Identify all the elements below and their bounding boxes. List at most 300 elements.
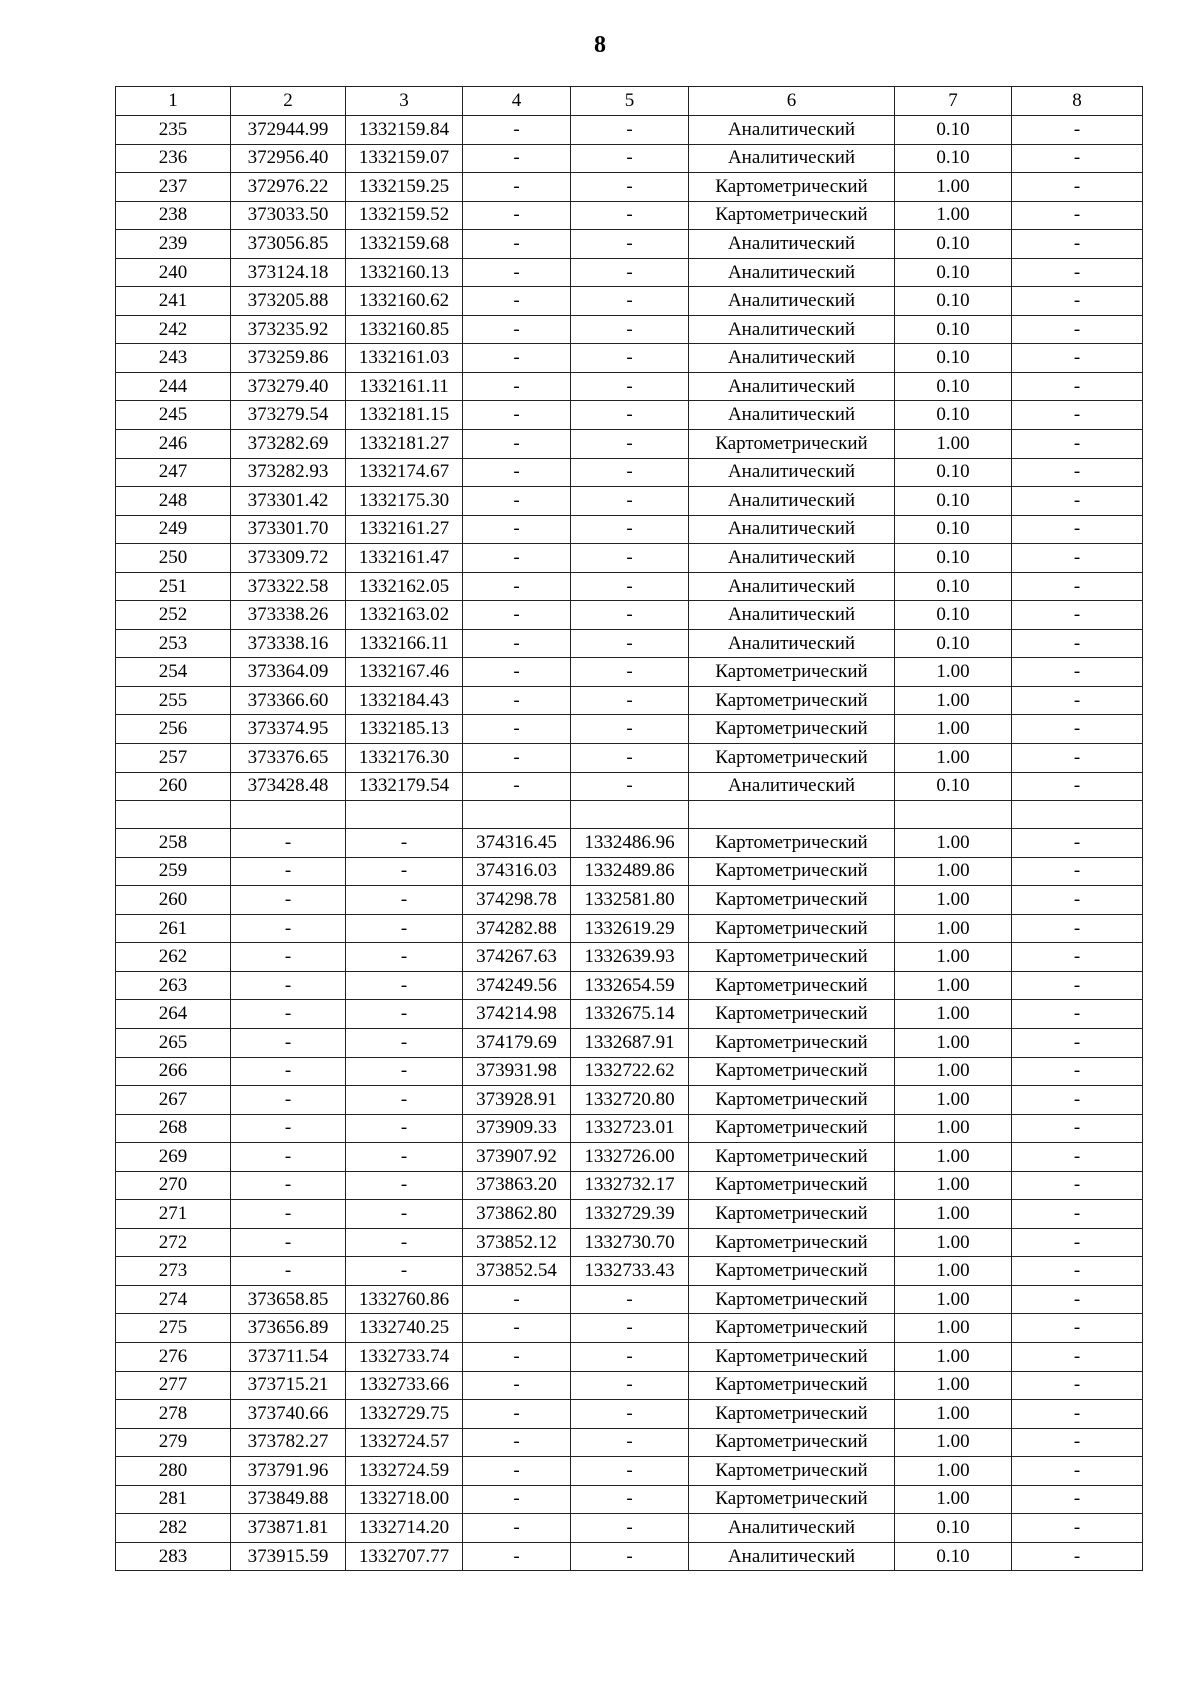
table-cell: Картометрический [689, 1342, 895, 1371]
table-cell: - [571, 1314, 689, 1343]
table-cell: - [1012, 344, 1143, 373]
table-cell: - [571, 487, 689, 516]
table-cell [571, 801, 689, 829]
table-cell: - [463, 1514, 571, 1543]
table-row [116, 886, 1143, 915]
table-cell: 255 [116, 686, 231, 715]
table-row [116, 1400, 1143, 1429]
table-cell: - [1012, 515, 1143, 544]
table-cell: 373364.09 [231, 658, 346, 687]
table-cell: - [346, 886, 463, 915]
table-cell: - [231, 1228, 346, 1257]
table-cell: 1332639.93 [571, 943, 689, 972]
table-cell: - [231, 829, 346, 858]
table-cell: 239 [116, 230, 231, 259]
table-cell: 1.00 [895, 201, 1012, 230]
table-row [116, 686, 1143, 715]
table-cell: - [346, 971, 463, 1000]
table-cell: 237 [116, 173, 231, 202]
table-row [116, 1086, 1143, 1115]
table-cell: 1.00 [895, 1400, 1012, 1429]
table-cell: 0.10 [895, 458, 1012, 487]
table-cell: - [463, 116, 571, 145]
table-cell: 0.10 [895, 1542, 1012, 1571]
table-cell: 272 [116, 1228, 231, 1257]
table-cell: 273 [116, 1257, 231, 1286]
table-row [116, 1028, 1143, 1057]
table-row [116, 1171, 1143, 1200]
table-row [116, 515, 1143, 544]
table-cell: - [1012, 1400, 1143, 1429]
table-cell: 373301.70 [231, 515, 346, 544]
table-cell: 373782.27 [231, 1428, 346, 1457]
table-cell: 1332723.01 [571, 1114, 689, 1143]
table-cell: 0.10 [895, 515, 1012, 544]
table-cell: Аналитический [689, 116, 895, 145]
table-cell: - [571, 372, 689, 401]
table-cell: - [1012, 1114, 1143, 1143]
table-row [116, 943, 1143, 972]
table-cell: 1332166.11 [346, 629, 463, 658]
table-cell: 261 [116, 914, 231, 943]
table-cell: - [571, 629, 689, 658]
table-cell: Картометрический [689, 1285, 895, 1314]
table-cell: - [1012, 230, 1143, 259]
table-row [116, 430, 1143, 459]
table-cell: Аналитический [689, 1514, 895, 1543]
table-cell: 257 [116, 744, 231, 773]
table-cell: - [463, 1371, 571, 1400]
table-cell: 1332159.84 [346, 116, 463, 145]
table-cell: 1.00 [895, 914, 1012, 943]
table-cell: 1.00 [895, 1086, 1012, 1115]
column-header: 7 [895, 87, 1012, 116]
table-cell: Картометрический [689, 1086, 895, 1115]
table-cell: - [1012, 1314, 1143, 1343]
table-cell: 1332729.75 [346, 1400, 463, 1429]
table-row [116, 829, 1143, 858]
table-cell: - [346, 943, 463, 972]
table-cell: 1332675.14 [571, 1000, 689, 1029]
table-cell: Аналитический [689, 515, 895, 544]
column-header: 8 [1012, 87, 1143, 116]
table-cell: 1332160.62 [346, 287, 463, 316]
table-cell: - [231, 1114, 346, 1143]
table-cell: 1332162.05 [346, 572, 463, 601]
table-cell: 1.00 [895, 1200, 1012, 1229]
table-cell: - [463, 686, 571, 715]
table-cell: 248 [116, 487, 231, 516]
table-cell: 373711.54 [231, 1342, 346, 1371]
table-cell: 1.00 [895, 715, 1012, 744]
table-cell: Аналитический [689, 315, 895, 344]
table-cell: 373852.12 [463, 1228, 571, 1257]
table-cell: - [346, 1228, 463, 1257]
table-cell: - [346, 1028, 463, 1057]
table-row [116, 601, 1143, 630]
table-cell: - [1012, 829, 1143, 858]
table-cell: 1332159.25 [346, 173, 463, 202]
table-cell: - [571, 686, 689, 715]
table-cell: - [1012, 144, 1143, 173]
table-cell: 0.10 [895, 401, 1012, 430]
table-cell: 256 [116, 715, 231, 744]
table-cell: - [463, 544, 571, 573]
table-cell: - [463, 1342, 571, 1371]
table-cell: - [571, 1400, 689, 1429]
table-cell: Картометрический [689, 686, 895, 715]
table-cell: - [571, 715, 689, 744]
table-cell: 373056.85 [231, 230, 346, 259]
table-cell: - [463, 258, 571, 287]
table-cell: 373124.18 [231, 258, 346, 287]
table-row [116, 230, 1143, 259]
table-cell: - [1012, 1542, 1143, 1571]
table-cell: 263 [116, 971, 231, 1000]
table-cell: - [346, 829, 463, 858]
table-row [116, 744, 1143, 773]
table-cell: 267 [116, 1086, 231, 1115]
table-cell: 1.00 [895, 1057, 1012, 1086]
table-cell: 1.00 [895, 658, 1012, 687]
table-cell: - [1012, 116, 1143, 145]
table-cell: 374249.56 [463, 971, 571, 1000]
table-cell: - [1012, 1457, 1143, 1486]
table-cell: - [1012, 458, 1143, 487]
table-cell: 275 [116, 1314, 231, 1343]
table-cell: - [1012, 629, 1143, 658]
table-cell: - [1012, 1514, 1143, 1543]
table-cell: - [571, 1428, 689, 1457]
table-cell: 1332184.43 [346, 686, 463, 715]
table-cell: 0.10 [895, 601, 1012, 630]
table-cell: 1332159.68 [346, 230, 463, 259]
table-cell: 280 [116, 1457, 231, 1486]
table-cell: - [463, 658, 571, 687]
table-cell: - [231, 1257, 346, 1286]
table-cell: - [231, 914, 346, 943]
table-cell: Аналитический [689, 1542, 895, 1571]
column-header: 5 [571, 87, 689, 116]
table-cell: Картометрический [689, 886, 895, 915]
table-cell: Картометрический [689, 201, 895, 230]
table-cell: - [571, 173, 689, 202]
table-cell: 1.00 [895, 1485, 1012, 1514]
table-row [116, 201, 1143, 230]
table-cell: 1332176.30 [346, 744, 463, 773]
table-cell: 271 [116, 1200, 231, 1229]
table-cell: 1332619.29 [571, 914, 689, 943]
table-cell: - [463, 715, 571, 744]
table-cell: 0.10 [895, 144, 1012, 173]
table-cell: 1332161.27 [346, 515, 463, 544]
table-cell: - [231, 1000, 346, 1029]
table-cell: 247 [116, 458, 231, 487]
column-header: 3 [346, 87, 463, 116]
table-cell: 283 [116, 1542, 231, 1571]
table-cell: 240 [116, 258, 231, 287]
table-cell: Аналитический [689, 258, 895, 287]
table-cell: - [346, 1086, 463, 1115]
table-cell: 0.10 [895, 629, 1012, 658]
table-cell: 241 [116, 287, 231, 316]
table-cell: Аналитический [689, 144, 895, 173]
table-cell: 270 [116, 1171, 231, 1200]
table-cell: 269 [116, 1143, 231, 1172]
table-cell: - [1012, 601, 1143, 630]
table-cell: 0.10 [895, 287, 1012, 316]
table-cell: - [463, 1314, 571, 1343]
table-cell: 373301.42 [231, 487, 346, 516]
table-cell: - [463, 430, 571, 459]
table-cell: Картометрический [689, 173, 895, 202]
table-cell: Аналитический [689, 344, 895, 373]
table-cell: 1332730.70 [571, 1228, 689, 1257]
table-cell: 1.00 [895, 1000, 1012, 1029]
table-cell: - [571, 201, 689, 230]
table-cell: Аналитический [689, 772, 895, 801]
table-cell: 373852.54 [463, 1257, 571, 1286]
table-cell: 1332724.59 [346, 1457, 463, 1486]
table-cell: - [1012, 1428, 1143, 1457]
table-row [116, 1257, 1143, 1286]
table-cell: 1332174.67 [346, 458, 463, 487]
table-cell: 1332733.66 [346, 1371, 463, 1400]
table-cell: 1332714.20 [346, 1514, 463, 1543]
table-cell: 265 [116, 1028, 231, 1057]
table-cell: 1332181.27 [346, 430, 463, 459]
table-row [116, 173, 1143, 202]
table-cell: 249 [116, 515, 231, 544]
table-cell: 266 [116, 1057, 231, 1086]
table-cell: 253 [116, 629, 231, 658]
table-cell: - [571, 515, 689, 544]
table-cell: - [1012, 173, 1143, 202]
table-cell: 373205.88 [231, 287, 346, 316]
table-cell: - [571, 1457, 689, 1486]
table-cell: - [463, 372, 571, 401]
table-cell: 1332167.46 [346, 658, 463, 687]
table-cell: - [1012, 1257, 1143, 1286]
table-cell: 268 [116, 1114, 231, 1143]
table-cell: - [463, 201, 571, 230]
table-cell: - [346, 1143, 463, 1172]
table-cell: - [231, 857, 346, 886]
table-cell: 1332161.03 [346, 344, 463, 373]
table-cell: - [1012, 1371, 1143, 1400]
table-cell: Картометрический [689, 1200, 895, 1229]
table-cell: - [1012, 1228, 1143, 1257]
table-cell: 1.00 [895, 744, 1012, 773]
table-row [116, 914, 1143, 943]
table-cell: 372976.22 [231, 173, 346, 202]
table-cell: - [463, 515, 571, 544]
table-cell: - [571, 144, 689, 173]
table-cell: 0.10 [895, 1514, 1012, 1543]
table-cell: - [1012, 287, 1143, 316]
table-cell: 373863.20 [463, 1171, 571, 1200]
table-cell: 1.00 [895, 1143, 1012, 1172]
table-cell: - [571, 1285, 689, 1314]
table-cell: 372944.99 [231, 116, 346, 145]
table-cell: Картометрический [689, 1171, 895, 1200]
table-cell: 373907.92 [463, 1143, 571, 1172]
table-cell: - [1012, 658, 1143, 687]
table-cell: Картометрический [689, 1457, 895, 1486]
table-cell [895, 801, 1012, 829]
table-row [116, 315, 1143, 344]
table-cell: 1332733.74 [346, 1342, 463, 1371]
table-cell: Картометрический [689, 744, 895, 773]
table-cell: 1332161.11 [346, 372, 463, 401]
table-cell: 374298.78 [463, 886, 571, 915]
table-row [116, 1342, 1143, 1371]
table-cell: 1.00 [895, 829, 1012, 858]
table-cell: 374267.63 [463, 943, 571, 972]
table-cell: - [571, 230, 689, 259]
table-cell: - [231, 1171, 346, 1200]
table-cell: 373338.26 [231, 601, 346, 630]
table-cell: Картометрический [689, 829, 895, 858]
table-cell: 1.00 [895, 686, 1012, 715]
table-cell: 373791.96 [231, 1457, 346, 1486]
table-cell: - [1012, 315, 1143, 344]
table-cell: 1332159.07 [346, 144, 463, 173]
table-cell: - [1012, 686, 1143, 715]
table-row [116, 1114, 1143, 1143]
table-row [116, 772, 1143, 801]
table-cell: - [571, 458, 689, 487]
table-cell: - [1012, 971, 1143, 1000]
table-cell: 1.00 [895, 1114, 1012, 1143]
table-row [116, 1000, 1143, 1029]
table-cell: 1332726.00 [571, 1143, 689, 1172]
table-row [116, 287, 1143, 316]
table-cell: - [1012, 1200, 1143, 1229]
table-cell: Картометрический [689, 1400, 895, 1429]
table-row [116, 857, 1143, 886]
table-cell: 373279.54 [231, 401, 346, 430]
table-cell: - [571, 116, 689, 145]
table-cell: 1332722.62 [571, 1057, 689, 1086]
table-cell: - [463, 173, 571, 202]
table-cell: 373915.59 [231, 1542, 346, 1571]
table-cell: 252 [116, 601, 231, 630]
table-cell: 0.10 [895, 572, 1012, 601]
table-cell: - [346, 1114, 463, 1143]
table-cell: 0.10 [895, 544, 1012, 573]
table-cell: 373376.65 [231, 744, 346, 773]
table-cell: - [1012, 372, 1143, 401]
table-cell: - [571, 1514, 689, 1543]
table-cell: - [1012, 401, 1143, 430]
table-cell: 282 [116, 1514, 231, 1543]
table-cell: 373235.92 [231, 315, 346, 344]
table-cell: 279 [116, 1428, 231, 1457]
table-cell: - [1012, 1285, 1143, 1314]
table-cell: 0.10 [895, 258, 1012, 287]
table-row [116, 344, 1143, 373]
table-cell: 1.00 [895, 1371, 1012, 1400]
table-cell: 1332724.57 [346, 1428, 463, 1457]
table-cell: 0.10 [895, 344, 1012, 373]
table-row-separator [116, 801, 1143, 829]
table-row [116, 144, 1143, 173]
table-row [116, 1542, 1143, 1571]
table-cell: - [463, 744, 571, 773]
table-cell: 1332181.15 [346, 401, 463, 430]
table-cell: - [571, 401, 689, 430]
column-header: 1 [116, 87, 231, 116]
table-cell: Картометрический [689, 1000, 895, 1029]
table-cell: 373928.91 [463, 1086, 571, 1115]
table-cell: 1332720.80 [571, 1086, 689, 1115]
table-cell: - [463, 287, 571, 316]
table-cell: 1332654.59 [571, 971, 689, 1000]
table-cell: 1332175.30 [346, 487, 463, 516]
table-cell: 1332163.02 [346, 601, 463, 630]
table-cell: - [571, 744, 689, 773]
table-cell: 0.10 [895, 230, 1012, 259]
table-row [116, 372, 1143, 401]
table-cell: Аналитический [689, 572, 895, 601]
table-cell: 373428.48 [231, 772, 346, 801]
table-row [116, 544, 1143, 573]
table-cell: 235 [116, 116, 231, 145]
table-cell: - [463, 344, 571, 373]
table-cell: 1.00 [895, 173, 1012, 202]
table-row [116, 1457, 1143, 1486]
table-cell: - [346, 857, 463, 886]
table-cell: 1332760.86 [346, 1285, 463, 1314]
table-cell: Картометрический [689, 914, 895, 943]
table-cell: 373849.88 [231, 1485, 346, 1514]
table-cell: 0.10 [895, 372, 1012, 401]
table-cell: - [231, 943, 346, 972]
table-cell: - [571, 287, 689, 316]
table-cell [1012, 801, 1143, 829]
table-cell: 1.00 [895, 971, 1012, 1000]
table-cell: 1.00 [895, 1457, 1012, 1486]
table-cell: 373366.60 [231, 686, 346, 715]
table-cell: - [571, 601, 689, 630]
table-cell: 242 [116, 315, 231, 344]
table-cell: - [231, 1200, 346, 1229]
table-cell: 1332159.52 [346, 201, 463, 230]
table-row [116, 1285, 1143, 1314]
table-cell: - [463, 601, 571, 630]
table-row [116, 658, 1143, 687]
table-cell: - [1012, 943, 1143, 972]
table-cell [116, 801, 231, 829]
table-cell: - [1012, 544, 1143, 573]
table-cell: - [346, 914, 463, 943]
table-cell: 264 [116, 1000, 231, 1029]
table-cell: Аналитический [689, 487, 895, 516]
table-cell: 373309.72 [231, 544, 346, 573]
table-cell: - [1012, 1000, 1143, 1029]
table-cell: 1332179.54 [346, 772, 463, 801]
table-cell: - [463, 1542, 571, 1571]
table-cell: - [1012, 886, 1143, 915]
table-cell: - [571, 572, 689, 601]
table-cell: - [1012, 1342, 1143, 1371]
table-cell: 254 [116, 658, 231, 687]
column-header: 4 [463, 87, 571, 116]
table-cell: Аналитический [689, 230, 895, 259]
table-cell: 1332718.00 [346, 1485, 463, 1514]
table-cell: - [571, 430, 689, 459]
